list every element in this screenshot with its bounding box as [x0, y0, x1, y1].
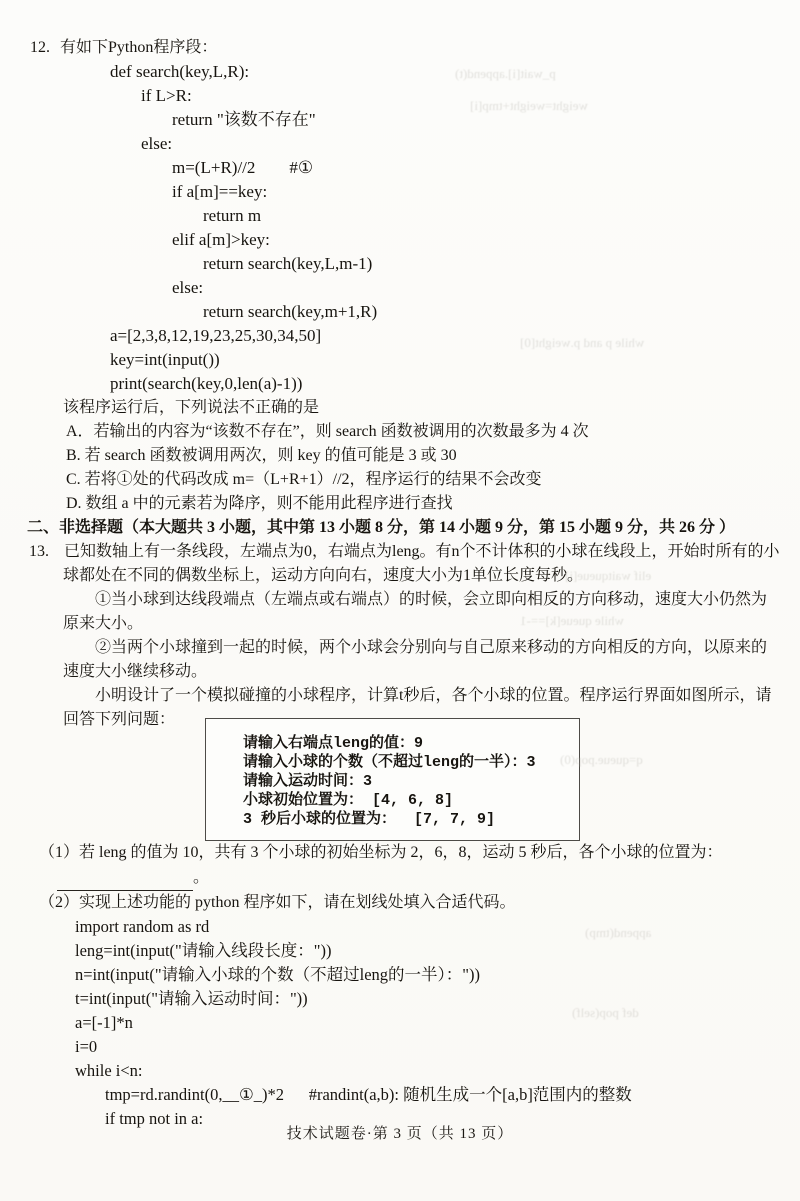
- option-line: C. 若将①处的代码改成 m=（L+R+1）//2，程序运行的结果不会改变: [66, 471, 542, 488]
- code-line: a=[2,3,8,12,19,23,25,30,34,50]: [110, 326, 322, 345]
- bleed-through-text: while p and p.weight[0]: [520, 335, 645, 350]
- code-line: return search(key,L,m-1): [203, 254, 373, 273]
- console-output-line: 请输入运动时间：3: [243, 773, 373, 790]
- answer-blank-row: [0, 865, 800, 891]
- code-line: print(search(key,0,len(a)-1)): [110, 374, 303, 393]
- bleed-through-text: while queue[k]==-1: [520, 613, 624, 628]
- code-line: a=[-1]*n: [75, 1013, 133, 1032]
- option-line: A．若输出的内容为“该数不存在”，则 search 函数被调用的次数最多为 4 次: [66, 423, 589, 440]
- bleed-through-text: append(tmp): [585, 925, 652, 940]
- q12-question: 该程序运行后，下列说法不正确的是: [63, 399, 320, 416]
- answer-blank-underline: [57, 873, 193, 891]
- code-line: n=int(input("请输入小球的个数（不超过leng的一半）：")): [75, 965, 480, 984]
- code-line: def search(key,L,R):: [110, 62, 250, 81]
- code-line: i=0: [75, 1037, 98, 1056]
- page-footer: 技术试题卷·第 3 页（共 13 页）: [286, 1126, 514, 1142]
- option-line: B. 若 search 函数被调用两次，则 key 的值可能是 3 或 30: [66, 447, 457, 464]
- console-output-line: 请输入小球的个数（不超过leng的一半）：3: [243, 754, 536, 771]
- q13-number: 13.: [29, 543, 49, 560]
- program-output-box: [205, 718, 580, 841]
- q13-paragraphs: [0, 564, 800, 732]
- code-line: return m: [203, 206, 262, 225]
- paragraph-line: 原来大小。: [63, 615, 144, 632]
- q13-part1: （1）若 leng 的值为 10，共有 3 个小球的初始坐标为 2，6，8，运动 5 秒后，各个小球的位置为：: [39, 844, 723, 861]
- code-line: if a[m]==key:: [172, 182, 268, 201]
- code-line: import random as rd: [75, 917, 210, 936]
- code-line: key=int(input()): [110, 350, 220, 369]
- bleed-through-text: weight=weight+tmp[i]: [470, 98, 588, 113]
- code-line: leng=int(input("请输入线段长度：")): [75, 941, 332, 960]
- q13-first-line: 已知数轴上有一条线段，左端点为0，右端点为leng。有n个不计体积的小球在线段上，开始时所有的小: [64, 543, 780, 560]
- q13-header: [0, 540, 800, 564]
- q12-options: [0, 420, 800, 516]
- code-line: elif a[m]>key:: [172, 230, 270, 249]
- paragraph-line: 球都处在不同的偶数坐标上，运动方向向右，速度大小为1单位长度每秒。: [63, 567, 584, 584]
- paragraph-line: ②当两个小球撞到一起的时候，两个小球会分别向与自己原来移动的方向相反的方向，以原来的: [95, 639, 768, 656]
- q13-part2-code-block: [0, 915, 800, 1131]
- code-line: return "该数不存在": [172, 110, 316, 129]
- code-line: t=int(input("请输入运动时间：")): [75, 989, 308, 1008]
- paragraph-line: 小明设计了一个模拟碰撞的小球程序，计算t秒后，各个小球的位置。程序运行界面如图所示，请: [95, 687, 772, 704]
- q12-intro: 有如下Python程序段：: [60, 39, 218, 56]
- console-output-line: 小球初始位置为： [4, 6, 8]: [243, 792, 454, 809]
- code-line: m=(L+R)//2 #①: [172, 158, 314, 177]
- paragraph-line: ①当小球到达线段端点（左端点或右端点）的时候，会立即向相反的方向移动，速度大小仍然为: [95, 591, 768, 608]
- code-line: while i<n:: [75, 1061, 143, 1080]
- q12-number: 12.: [30, 39, 50, 56]
- period-after-blank: 。: [193, 869, 210, 886]
- bleed-through-text: elif waitqueue[i]: [565, 568, 652, 583]
- q13-part2: （2）实现上述功能的 python 程序如下，请在划线处填入合适代码。: [39, 894, 516, 911]
- q12-code-block: [0, 60, 800, 396]
- bleed-through-text: def pop(self): [572, 1005, 639, 1020]
- code-line: tmp=rd.randint(0,__①_)*2 #randint(a,b): 随机生成一个[a,b]范围内的整数: [105, 1085, 632, 1104]
- section2-header: 二、非选择题（本大题共 3 小题，其中第 13 小题 8 分，第 14 小题 9 分，第 15 小题 9 分，共 26 分 ）: [27, 519, 736, 536]
- code-line: if tmp not in a:: [105, 1109, 204, 1128]
- code-line: else:: [141, 134, 173, 153]
- console-output-line: 请输入右端点leng的值：9: [243, 735, 424, 752]
- code-line: else:: [172, 278, 204, 297]
- paragraph-line: 回答下列问题：: [63, 711, 176, 728]
- option-line: D. 数组 a 中的元素若为降序，则不能用此程序进行查找: [66, 495, 453, 512]
- console-output-line: 3 秒后小球的位置为： [7, 7, 9]: [243, 811, 496, 828]
- code-line: return search(key,m+1,R): [203, 302, 378, 321]
- code-line: if L>R:: [141, 86, 192, 105]
- q12-header: [0, 36, 800, 60]
- paragraph-line: 速度大小继续移动。: [63, 663, 208, 680]
- bleed-through-text: q=queue.pop(0): [560, 752, 643, 767]
- bleed-through-text: p_wait[i].append(t): [455, 66, 556, 81]
